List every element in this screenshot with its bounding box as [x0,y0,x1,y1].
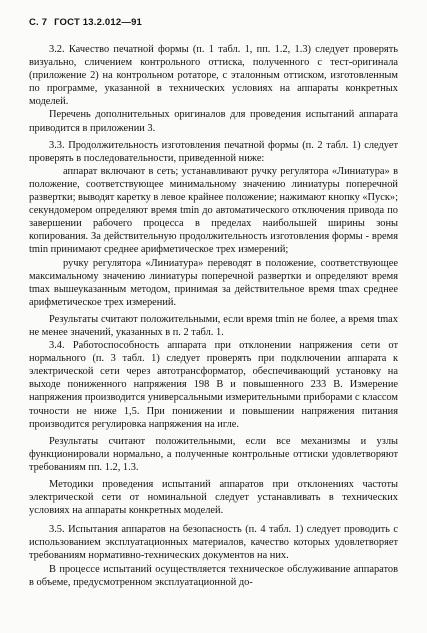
paragraph-3-4: 3.4. Работоспособность аппарата при отклонении напряжения сети от нормального (п. 3 табл. 1) следует проверять при подключении аппарата к электрической сети через автотрансформатор, обеспечивающий установку на выходе пониженного напряжения 198 В и повышенного 233 В. Измерение напряжения производится универсальными измерительными приборами с классом точности не ниже 1,5. При понижении и повышении напряжения питания производится регулировка напряжения на игле. [29,340,398,430]
paragraph-maintenance: В процессе испытаний осуществляется техническое обслуживание аппаратов в объеме, предусмотренном эксплуатационной до- [29,563,398,588]
paragraph-3-2: 3.2. Качество печатной формы (п. 1 табл. 1, пп. 1.2, 1.3) следует проверять визуально, сличением контрольного оттиска, полученного с тест-оригинала (приложение 2) на контрольном ротаторе, с эталонным оттиском, изготовленным по программе, указанной в технических условиях на аппараты конкретных моделей. [29,44,398,108]
page-header [29,17,398,28]
paragraph-additional-originals: Перечень дополнительных оригиналов для проведения испытаний аппарата приводится в приложении 3. [29,109,398,134]
paragraph-3-5: 3.5. Испытания аппаратов на безопасность (п. 4 табл. 1) следует проводить с использованием эксплуатационных материалов, качество которых удовлетворяет требованиям нормативно-технических документов на них. [29,524,398,562]
page-number: С. 7 [29,17,48,28]
procedure-step-1: аппарат включают в сеть; устанавливают ручку регулятора «Линиатура» в положение, соответствующее минимальному значению линиатуры поперечной развертки; выводят каретку в левое крайнее положение; нажимают кнопку «Пуск»; секундомером определяют время tmin до автоматического отключения привода по завершении рабочего процесса в пределах наибольшей ширины зоны копирования. За действительную продолжительность изготовления формы - время tmin принимают среднее арифметическое трех измерений; [29,165,398,256]
paragraph-results-3-4: Результаты считают положительными, если все механизмы и узлы функционировали нормально, а полученные контрольные оттиски удовлетворяют требованиям пп. 1.2, 1.3. [29,435,398,473]
procedure-step-2: ручку регулятора «Линиатура» переводят в положение, соответствующее максимальному значению линиатуры поперечной развертки и определяют время tmax вышеуказанным методом, принимая за действительное время tmax среднее арифметическое трех измерений. [29,257,398,308]
paragraph-3-3: 3.3. Продолжительность изготовления печатной формы (п. 2 табл. 1) следует проверять в последовательности, приведенной ниже: [29,139,398,164]
body-text [29,43,398,589]
paragraph-frequency-methods: Методики проведения испытаний аппаратов при отклонениях частоты электрической сети от номинальной следует устанавливать в технических условиях на аппараты конкретных моделей. [29,479,398,517]
paragraph-results-3-3: Результаты считают положительными, если время tmin не более, а время tmax не менее значений, указанных в п. 2 табл. 1. [29,313,398,338]
standard-number: ГОСТ 13.2.012—91 [54,17,143,28]
